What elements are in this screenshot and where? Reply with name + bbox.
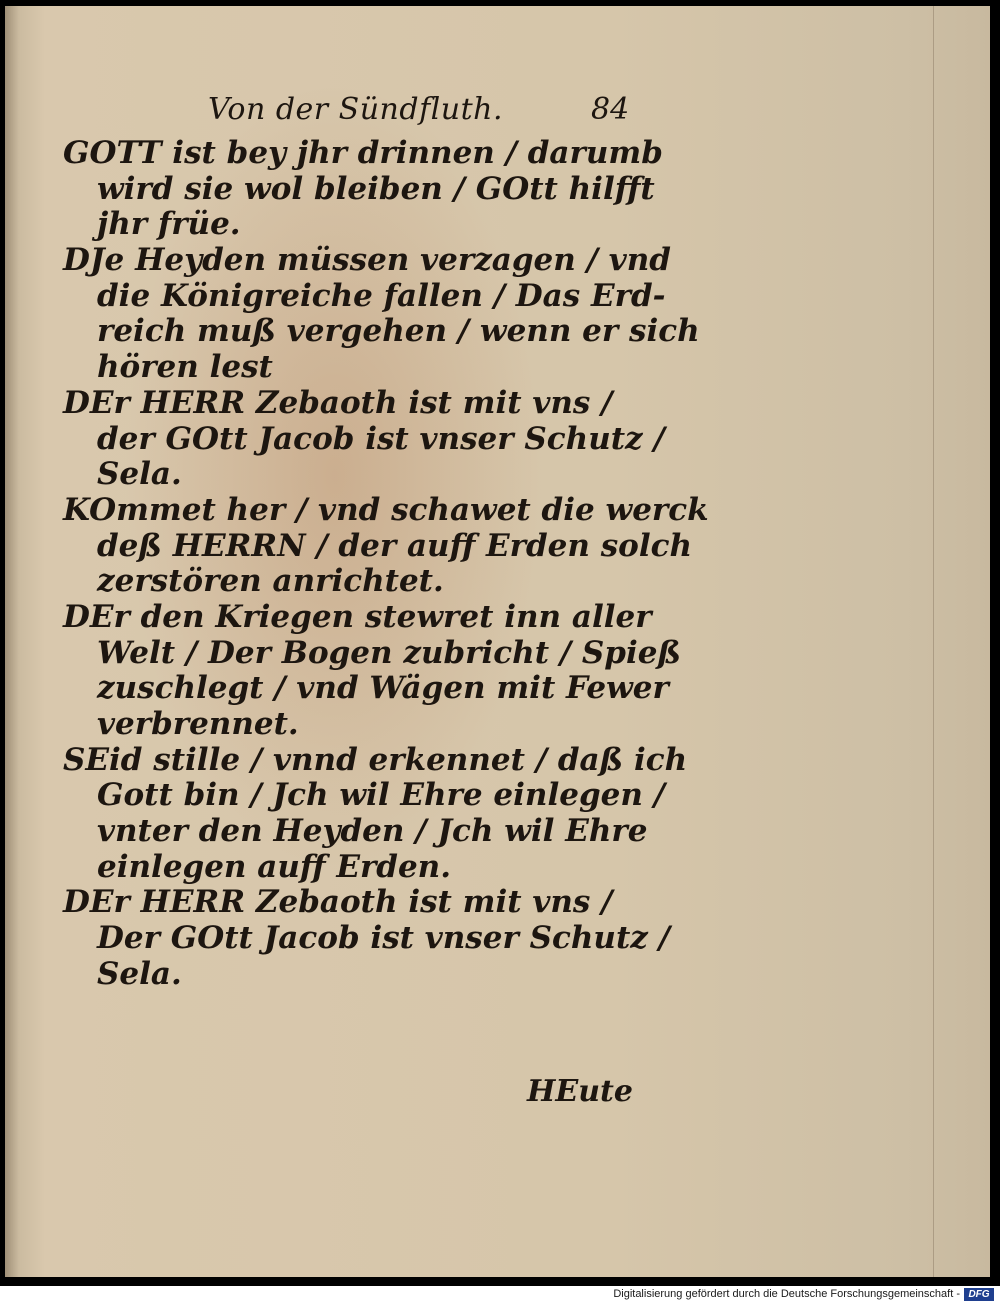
- text-line: reich muß vergehen / wenn er sich: [97, 313, 700, 350]
- text-line: die Königreiche fallen / Das Erd-: [97, 277, 666, 314]
- text-line: Der GOtt Jacob ist vnser Schutz /: [97, 920, 670, 957]
- body-text: [63, 135, 709, 993]
- text-line: wird sie wol bleiben / GOtt hilfft: [97, 170, 655, 207]
- text-line: KOmmet her / vnd schawet die werck: [63, 491, 709, 528]
- text-line: Sela.: [97, 456, 182, 493]
- text-line: hören lest: [97, 349, 273, 386]
- text-line: DJe Heyden müssen verzagen / vnd: [63, 242, 671, 279]
- text-line: zuschlegt / vnd Wägen mit Fewer: [97, 670, 669, 707]
- credit-bar: [0, 1286, 1000, 1304]
- dfg-logo: DFG: [964, 1288, 994, 1301]
- catchword: HEute: [527, 1074, 633, 1109]
- text-line: deß HERRN / der auff Erden solch: [97, 527, 693, 564]
- page-number: 84: [591, 92, 630, 127]
- book-page: [5, 6, 990, 1277]
- text-line: Welt / Der Bogen zubricht / Spieß: [97, 634, 682, 671]
- text-line: Sela.: [97, 955, 182, 992]
- text-line: der GOtt Jacob ist vnser Schutz /: [97, 420, 665, 457]
- text-line: DEr HERR Zebaoth ist mit vns /: [63, 384, 613, 421]
- credit-text: Digitalisierung gefördert durch die Deutsche Forschungsgemeinschaft -: [613, 1288, 960, 1300]
- text-line: verbrennet.: [97, 706, 299, 742]
- page-edge: [933, 6, 934, 1277]
- text-block: [63, 88, 709, 993]
- text-line: zerstören anrichtet.: [97, 563, 444, 600]
- running-title: Von der Sündfluth.: [208, 92, 503, 127]
- text-line: GOTT ist bey jhr drinnen / darumb: [63, 135, 663, 171]
- running-head: [63, 88, 643, 136]
- text-line: DEr HERR Zebaoth ist mit vns /: [63, 884, 613, 921]
- text-line: DEr den Kriegen stewret inn aller: [63, 598, 652, 635]
- text-line: Gott bin / Jch wil Ehre einlegen /: [97, 777, 665, 814]
- text-line: jhr früe.: [97, 206, 241, 243]
- text-line: SEid stille / vnnd erkennet / daß ich: [63, 741, 688, 778]
- text-line: einlegen auff Erden.: [97, 848, 452, 885]
- text-line: vnter den Heyden / Jch wil Ehre: [97, 813, 648, 850]
